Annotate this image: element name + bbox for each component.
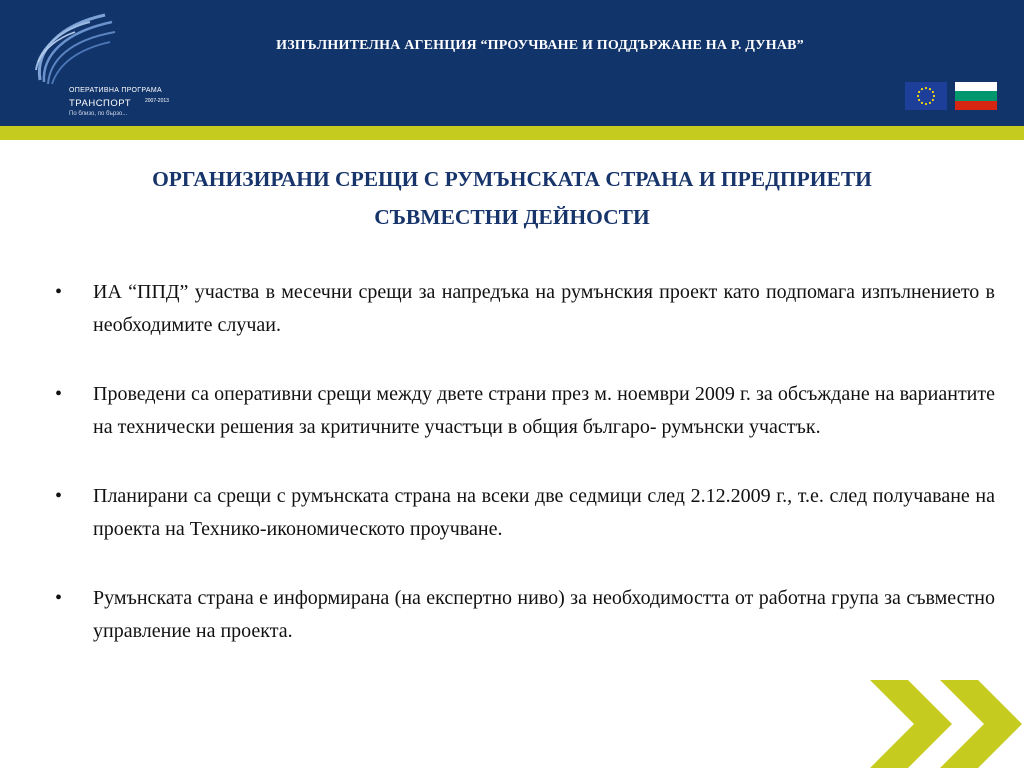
logo-slogan: По близо, по бързо... <box>69 111 128 117</box>
logo-program-label: ОПЕРАТИВНА ПРОГРАМА <box>69 87 162 94</box>
bullet-icon: • <box>55 281 63 303</box>
slide-title <box>60 160 964 236</box>
agency-title: ИЗПЪЛНИТЕЛНА АГЕНЦИЯ “ПРОУЧВАНЕ И ПОДДЪРЖАНЕ НА Р. ДУНАВ” <box>276 38 804 53</box>
bullet-text: Проведени са оперативни срещи между двете страни през м. ноември 2009 г. за обсъждане на вариантите на технически решения за критичните участъци в общия българо- румънски участък. <box>93 383 995 438</box>
accent-stripe <box>0 126 1024 140</box>
bulgaria-flag-icon <box>955 82 997 110</box>
list-item <box>55 480 995 546</box>
list-item <box>55 378 995 444</box>
bullet-text: Планирани са срещи с румънската страна на всеки две седмици след 2.12.2009 г., т.е. след получаване на проекта на Технико-икономическото проучване. <box>93 485 995 540</box>
bullet-icon: • <box>55 383 63 405</box>
bullet-text: ИА “ППД” участва в месечни срещи за напредъка на румънския проект като подпомага изпълнението в необходимите случаи. <box>93 281 995 336</box>
header-bar <box>0 0 1024 126</box>
list-item <box>55 276 995 342</box>
eu-flag-icon <box>905 82 947 110</box>
op-transport-logo <box>30 10 190 115</box>
logo-years-label: 2007-2013 <box>145 98 169 104</box>
logo-transport-label: ТРАНСПОРТ <box>69 98 131 109</box>
slide-title-line2: СЪВМЕСТНИ ДЕЙНОСТИ <box>374 205 650 229</box>
bullet-icon: • <box>55 485 63 507</box>
bullet-icon: • <box>55 587 63 609</box>
chevron-decoration-icon <box>870 680 1024 768</box>
bullet-list <box>55 276 995 684</box>
list-item <box>55 582 995 648</box>
swirl-logo-icon <box>30 10 120 90</box>
bullet-text: Румънската страна е информирана (на експертно ниво) за необходимостта от работна група за съвместно управление на проекта. <box>93 587 995 642</box>
slide-title-line1: ОРГАНИЗИРАНИ СРЕЩИ С РУМЪНСКАТА СТРАНА И ПРЕДПРИЕТИ <box>152 167 872 191</box>
